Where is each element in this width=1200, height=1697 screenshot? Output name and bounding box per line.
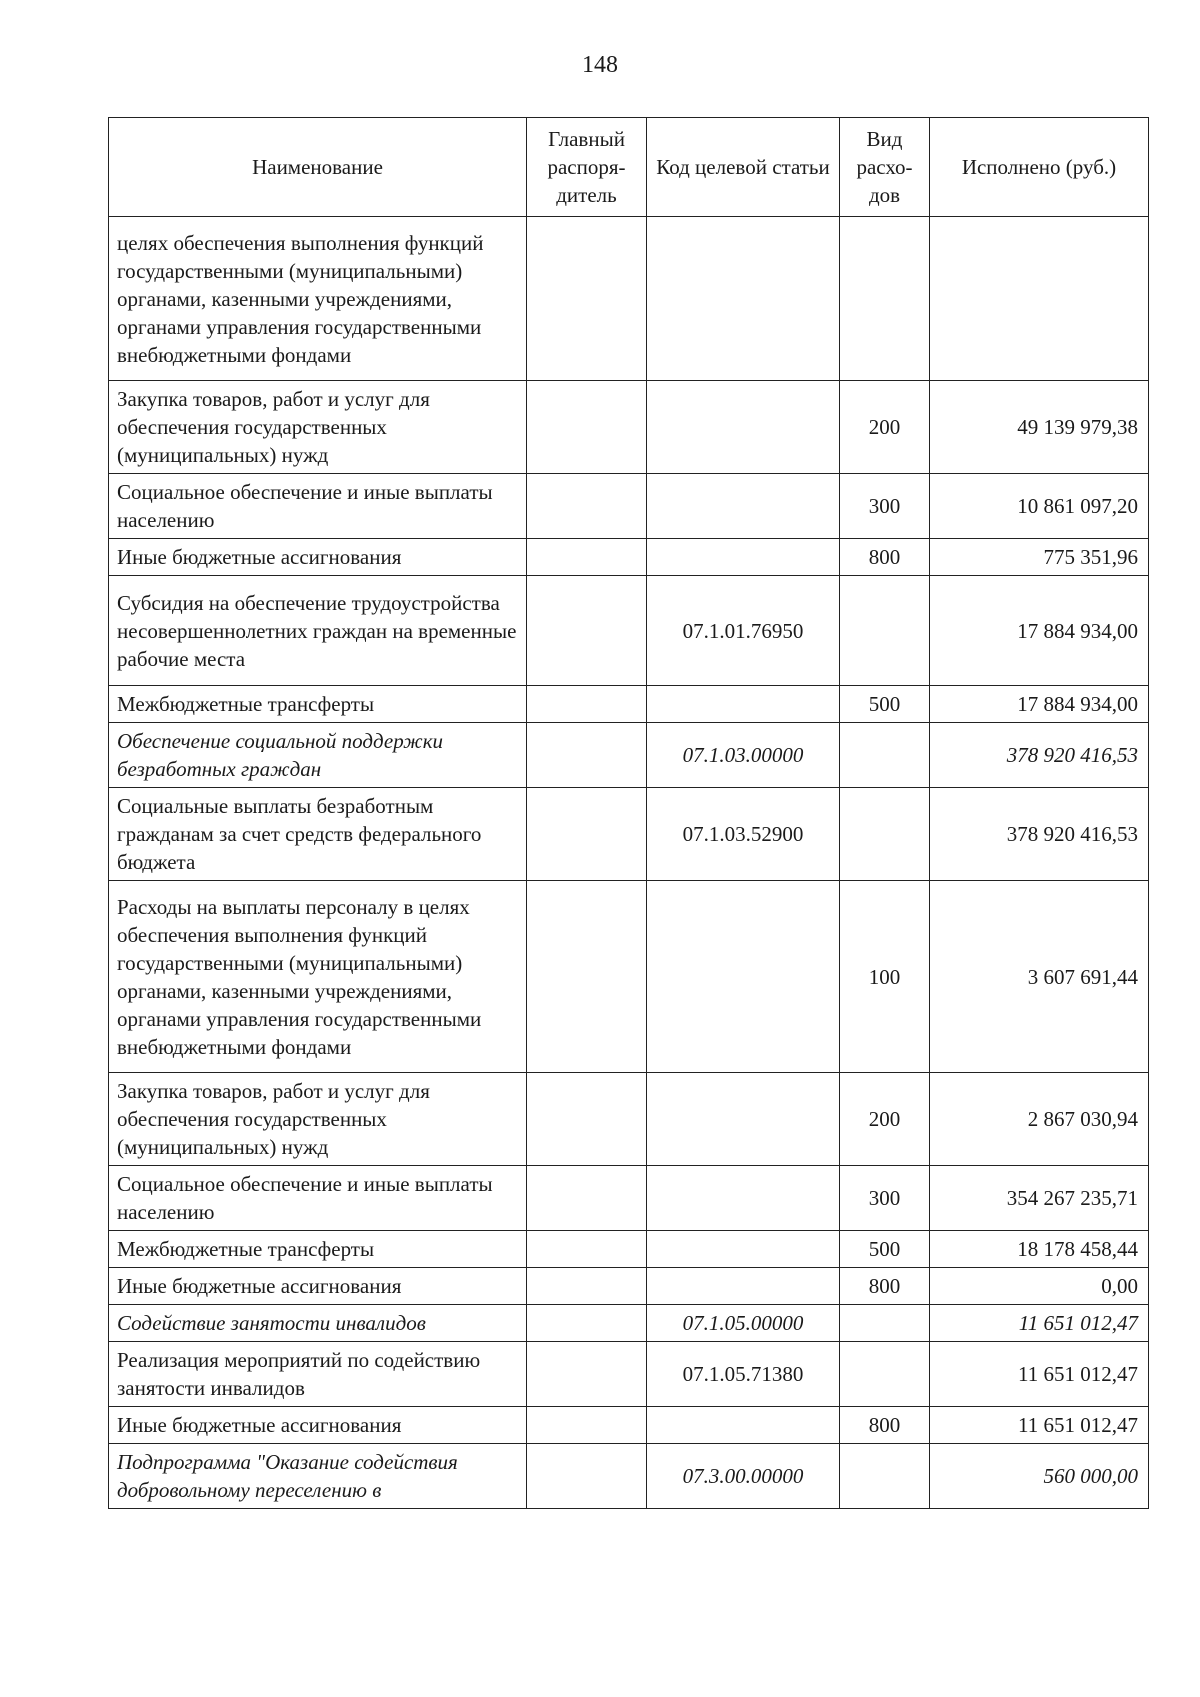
row-type-cell [840,576,930,686]
row-code-cell [647,1231,840,1268]
table-row [109,1342,1149,1407]
row-name-cell: Реализация мероприятий по содействию занятости инвалидов [109,1342,527,1407]
table-row [109,576,1149,686]
row-name-cell: Межбюджетные трансферты [109,1231,527,1268]
row-code-cell [647,1166,840,1231]
table-row [109,686,1149,723]
row-amount-cell: 378 920 416,53 [930,723,1149,788]
row-type-cell: 300 [840,1166,930,1231]
row-manager-cell [527,539,647,576]
row-type-cell: 800 [840,1407,930,1444]
row-name-cell: Закупка товаров, работ и услуг для обеспечения государственных (муниципальных) нужд [109,1073,527,1166]
row-code-cell [647,381,840,474]
row-amount-cell [930,217,1149,381]
row-manager-cell [527,1407,647,1444]
row-manager-cell [527,1444,647,1509]
row-amount-cell: 10 861 097,20 [930,474,1149,539]
row-code-cell [647,881,840,1073]
row-code-cell [647,474,840,539]
row-code-cell: 07.1.03.00000 [647,723,840,788]
row-name-cell: Социальные выплаты безработным гражданам за счет средств федерального бюджета [109,788,527,881]
row-type-cell: 800 [840,1268,930,1305]
row-manager-cell [527,576,647,686]
row-name-cell: целях обеспечения выполнения функций государственными (муниципальными) органами, казенными учреждениями, органами управления государственными внебюджетными фондами [109,217,527,381]
table-row [109,1073,1149,1166]
row-code-cell [647,217,840,381]
page-number: 148 [582,52,618,78]
row-manager-cell [527,381,647,474]
row-name-cell: Социальное обеспечение и иные выплаты населению [109,474,527,539]
row-amount-cell: 3 607 691,44 [930,881,1149,1073]
row-manager-cell [527,1342,647,1407]
header-code: Код целевой статьи [647,118,840,217]
row-code-cell: 07.1.05.71380 [647,1342,840,1407]
row-amount-cell: 11 651 012,47 [930,1305,1149,1342]
row-type-cell: 500 [840,686,930,723]
row-manager-cell [527,1231,647,1268]
row-name-cell: Межбюджетные трансферты [109,686,527,723]
row-code-cell [647,1073,840,1166]
table-row [109,788,1149,881]
budget-execution-table [108,117,1149,1509]
table-row [109,1305,1149,1342]
row-type-cell: 100 [840,881,930,1073]
row-manager-cell [527,1305,647,1342]
row-type-cell [840,217,930,381]
row-code-cell [647,1407,840,1444]
row-code-cell: 07.1.03.52900 [647,788,840,881]
header-type: Вид расхо- дов [840,118,930,217]
row-name-cell: Иные бюджетные ассигнования [109,1268,527,1305]
row-amount-cell: 11 651 012,47 [930,1407,1149,1444]
row-type-cell [840,788,930,881]
row-manager-cell [527,474,647,539]
row-code-cell [647,686,840,723]
table-row [109,1444,1149,1509]
row-name-cell: Иные бюджетные ассигнования [109,539,527,576]
row-manager-cell [527,217,647,381]
row-amount-cell: 18 178 458,44 [930,1231,1149,1268]
table-header-row [109,118,1149,217]
row-amount-cell: 560 000,00 [930,1444,1149,1509]
row-type-cell [840,1342,930,1407]
table-row [109,881,1149,1073]
row-amount-cell: 0,00 [930,1268,1149,1305]
row-name-cell: Подпрограмма "Оказание содействия добровольному переселению в [109,1444,527,1509]
row-name-cell: Расходы на выплаты персоналу в целях обеспечения выполнения функций государственными (муниципальными) органами, казенными учреждениями, органами управления государственными внебюджетными фондами [109,881,527,1073]
row-type-cell [840,1305,930,1342]
row-amount-cell: 17 884 934,00 [930,576,1149,686]
table-row [109,1407,1149,1444]
table-row [109,1231,1149,1268]
table-row [109,539,1149,576]
row-code-cell [647,539,840,576]
row-type-cell: 300 [840,474,930,539]
row-name-cell: Субсидия на обеспечение трудоустройства несовершеннолетних граждан на временные рабочие места [109,576,527,686]
row-name-cell: Социальное обеспечение и иные выплаты населению [109,1166,527,1231]
row-manager-cell [527,1073,647,1166]
table-row [109,381,1149,474]
row-type-cell [840,723,930,788]
header-amount: Исполнено (руб.) [930,118,1149,217]
row-name-cell: Содействие занятости инвалидов [109,1305,527,1342]
row-amount-cell: 2 867 030,94 [930,1073,1149,1166]
table-row [109,723,1149,788]
row-code-cell: 07.1.01.76950 [647,576,840,686]
row-amount-cell: 378 920 416,53 [930,788,1149,881]
row-amount-cell: 17 884 934,00 [930,686,1149,723]
table-row [109,1268,1149,1305]
table-row [109,474,1149,539]
row-manager-cell [527,723,647,788]
row-type-cell: 200 [840,381,930,474]
row-amount-cell: 354 267 235,71 [930,1166,1149,1231]
row-manager-cell [527,686,647,723]
row-amount-cell: 11 651 012,47 [930,1342,1149,1407]
row-type-cell: 200 [840,1073,930,1166]
table-row [109,217,1149,381]
row-amount-cell: 775 351,96 [930,539,1149,576]
header-name: Наименование [109,118,527,217]
row-manager-cell [527,1268,647,1305]
row-code-cell: 07.3.00.00000 [647,1444,840,1509]
table-row [109,1166,1149,1231]
table-body [109,217,1149,1509]
row-name-cell: Обеспечение социальной поддержки безработных граждан [109,723,527,788]
row-amount-cell: 49 139 979,38 [930,381,1149,474]
row-type-cell: 800 [840,539,930,576]
row-manager-cell [527,788,647,881]
row-type-cell [840,1444,930,1509]
row-manager-cell [527,1166,647,1231]
row-code-cell [647,1268,840,1305]
row-type-cell: 500 [840,1231,930,1268]
row-code-cell: 07.1.05.00000 [647,1305,840,1342]
row-name-cell: Закупка товаров, работ и услуг для обеспечения государственных (муниципальных) нужд [109,381,527,474]
row-manager-cell [527,881,647,1073]
row-name-cell: Иные бюджетные ассигнования [109,1407,527,1444]
header-manager: Главный распоря- дитель [527,118,647,217]
